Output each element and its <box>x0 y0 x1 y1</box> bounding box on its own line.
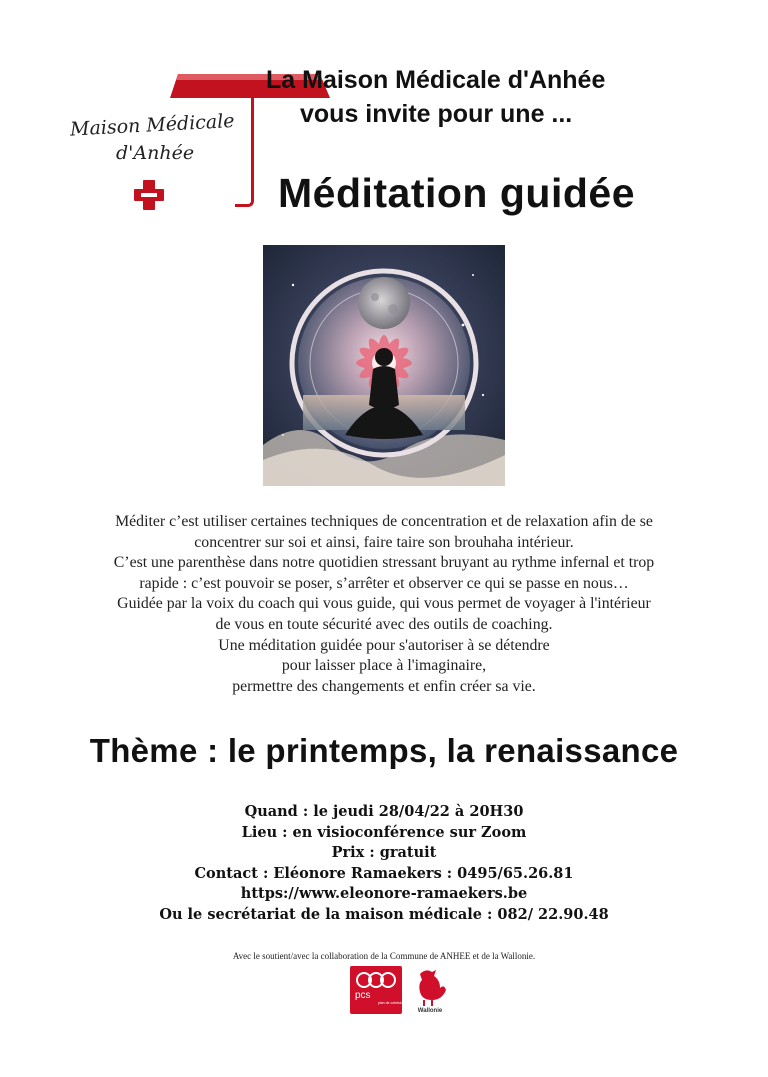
medical-cross-icon <box>132 178 166 212</box>
description-line: pour laisser place à l'imaginaire, <box>281 657 487 675</box>
info-website-link[interactable]: https://www.eleonore-ramaekers.be <box>240 885 528 902</box>
page-title: Méditation guidée <box>278 170 635 216</box>
pcs-logo <box>350 966 417 1014</box>
meditation-silhouette-image <box>263 245 505 486</box>
pcs-subtext: plan de cohésion sociale <box>378 1001 417 1005</box>
theme-heading: Thème : le printemps, la renaissance <box>89 732 679 769</box>
logo-text-line2: d'Anhée <box>116 142 195 164</box>
description-line: Méditer c’est utiliser certaines techniques de concentration et de relaxation afin de se <box>115 513 653 530</box>
support-note: Avec le soutient/avec la collaboration de la Commune de ANHEE et de la Wallonie. <box>232 951 536 961</box>
description-line: de vous en toute sécurité avec des outils de coaching. <box>215 615 553 633</box>
wallonie-text: Wallonie <box>417 1008 443 1014</box>
description-line: rapide : c’est pouvoir se poser, s’arrêter et observer ce qui se passe en nous… <box>139 574 629 592</box>
info-price: Prix : gratuit <box>331 844 437 861</box>
info-when: Quand : le jeudi 28/04/22 à 20H30 <box>244 803 524 820</box>
rooster-icon <box>410 966 450 1014</box>
description-text <box>50 512 718 697</box>
pcs-text: pcs <box>355 990 371 1001</box>
info-where: Lieu : en visioconférence sur Zoom <box>241 823 527 841</box>
logo-text-line1: Maison Médicale <box>69 109 236 141</box>
description-line: C’est une parenthèse dans notre quotidien stressant bruyant au rythme infernal et trop <box>113 554 655 572</box>
pcs-logo-graphic <box>350 966 417 1014</box>
description-line: Guidée par la voix du coach qui vous guide, qui vous permet de voyager à l'intérieur <box>117 595 651 613</box>
maison-medicale-logo <box>70 72 265 222</box>
event-info <box>0 802 768 925</box>
description-line: permettre des changements et enfin créer sa vie. <box>232 677 536 695</box>
description-line: Une méditation guidée pour s'autoriser à se détendre <box>218 636 550 654</box>
info-secretariat: Ou le secrétariat de la maison médicale : 082/ 22.90.48 <box>159 905 609 923</box>
header-line1: La Maison Médicale d'Anhée <box>266 66 606 94</box>
info-contact: Contact : Eléonore Ramaekers : 0495/65.26.81 <box>194 864 574 882</box>
description-line: concentrer sur soi et ainsi, faire taire son brouhaha intérieur. <box>194 533 574 551</box>
header-line2: vous invite pour une ... <box>300 100 573 128</box>
wallonie-logo <box>410 966 450 1014</box>
